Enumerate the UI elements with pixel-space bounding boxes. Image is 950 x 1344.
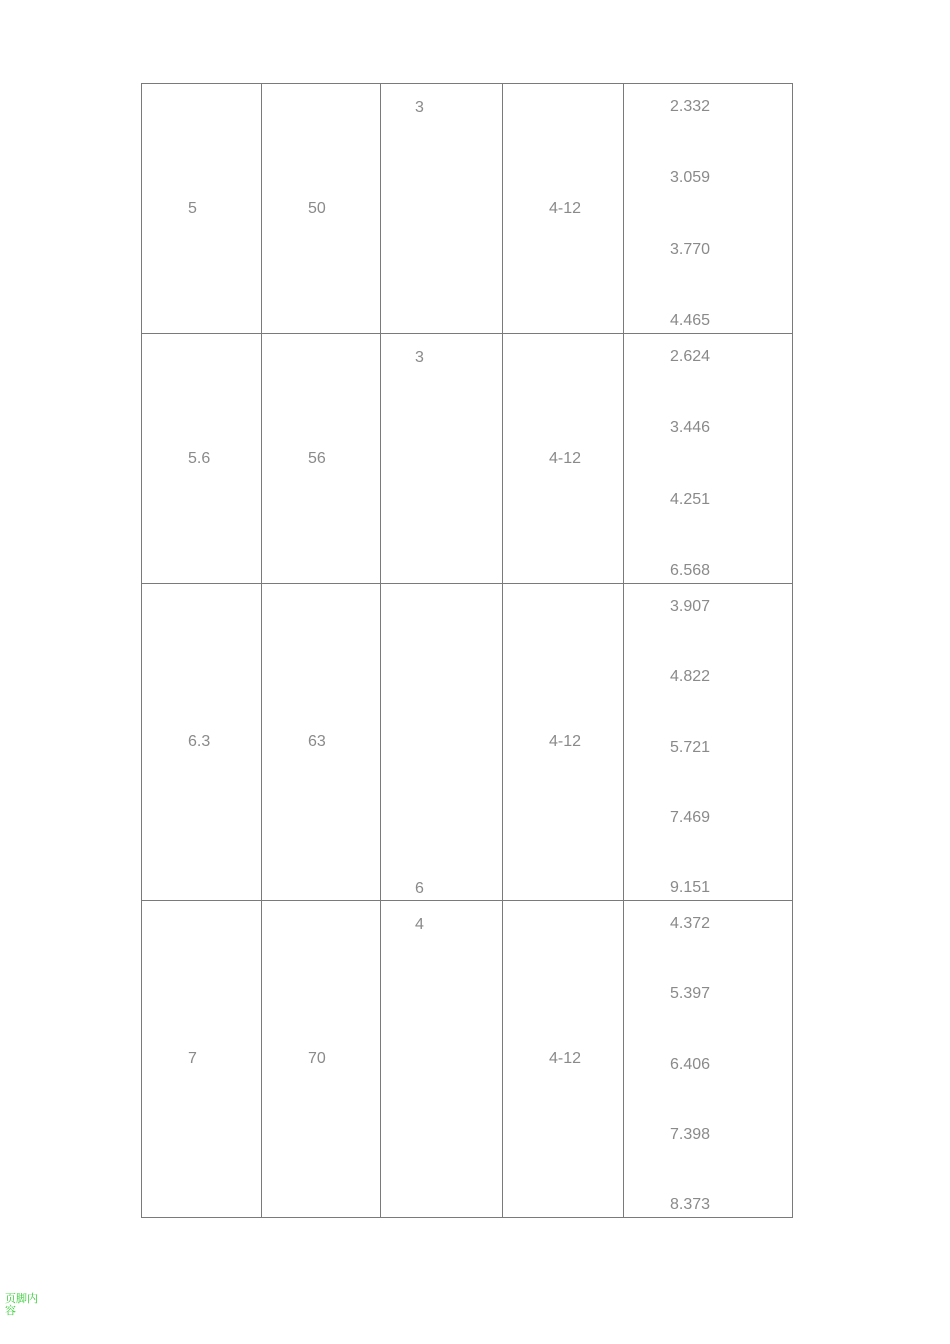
cell-value: 4-12 bbox=[549, 449, 582, 467]
value-item: 8.373 bbox=[670, 1196, 711, 1213]
value-item: 7.398 bbox=[670, 1125, 711, 1143]
value-item: 4.465 bbox=[670, 311, 711, 329]
table-cell-values bbox=[624, 84, 793, 334]
value-item: 4.822 bbox=[670, 668, 711, 686]
table-cell bbox=[503, 334, 624, 584]
table-row bbox=[142, 901, 793, 1218]
value-item: 3.059 bbox=[670, 169, 711, 187]
cell-value: 4-12 bbox=[549, 1050, 582, 1067]
table-cell bbox=[262, 584, 381, 901]
cell-value: 4-12 bbox=[549, 733, 582, 750]
value-item: 5.397 bbox=[670, 985, 711, 1003]
value-list bbox=[670, 97, 710, 331]
table-cell bbox=[503, 584, 624, 901]
value-list bbox=[670, 597, 710, 898]
cell-top-value: 3 bbox=[415, 99, 424, 116]
cell-value: 5.6 bbox=[188, 449, 211, 467]
table-cell bbox=[262, 901, 381, 1218]
table-cell bbox=[381, 901, 503, 1218]
cell-bottom-value: 6 bbox=[415, 880, 424, 897]
value-item: 2.332 bbox=[670, 98, 711, 115]
cell-value: 6.3 bbox=[188, 733, 211, 750]
cell-value: 5 bbox=[188, 199, 197, 217]
cell-value: 7 bbox=[188, 1050, 197, 1067]
cell-value: 4-12 bbox=[549, 199, 582, 217]
data-table bbox=[141, 83, 793, 1218]
cell-top-value: 4 bbox=[415, 916, 424, 933]
table-cell bbox=[262, 334, 381, 584]
page-footer: 页脚内容 bbox=[5, 1292, 38, 1317]
table-cell bbox=[381, 334, 503, 584]
cell-value: 63 bbox=[308, 733, 326, 750]
value-item: 2.624 bbox=[670, 348, 711, 365]
table-cell bbox=[381, 84, 503, 334]
table-row bbox=[142, 584, 793, 901]
value-item: 7.469 bbox=[670, 808, 711, 826]
table-row bbox=[142, 84, 793, 334]
value-item: 5.721 bbox=[670, 738, 711, 756]
table-cell-values bbox=[624, 901, 793, 1218]
table-cell bbox=[142, 334, 262, 584]
value-list bbox=[670, 347, 710, 581]
value-item: 3.907 bbox=[670, 598, 711, 615]
value-item: 6.568 bbox=[670, 561, 711, 579]
table-cell-values bbox=[624, 334, 793, 584]
table-cell bbox=[503, 84, 624, 334]
table-cell bbox=[142, 84, 262, 334]
table-cell-values bbox=[624, 584, 793, 901]
table-cell bbox=[503, 901, 624, 1218]
table-cell bbox=[142, 901, 262, 1218]
table-cell bbox=[262, 84, 381, 334]
value-item: 6.406 bbox=[670, 1055, 711, 1073]
value-item: 4.372 bbox=[670, 915, 711, 932]
value-item: 3.770 bbox=[670, 240, 711, 258]
table-cell bbox=[142, 584, 262, 901]
value-item: 9.151 bbox=[670, 879, 711, 896]
table-row bbox=[142, 334, 793, 584]
cell-value: 56 bbox=[308, 449, 326, 467]
value-item: 3.446 bbox=[670, 419, 711, 437]
cell-value: 50 bbox=[308, 199, 326, 217]
table-cell bbox=[381, 584, 503, 901]
value-list bbox=[670, 914, 710, 1215]
value-item: 4.251 bbox=[670, 490, 711, 508]
cell-top-value: 3 bbox=[415, 349, 424, 366]
cell-value: 70 bbox=[308, 1050, 326, 1067]
